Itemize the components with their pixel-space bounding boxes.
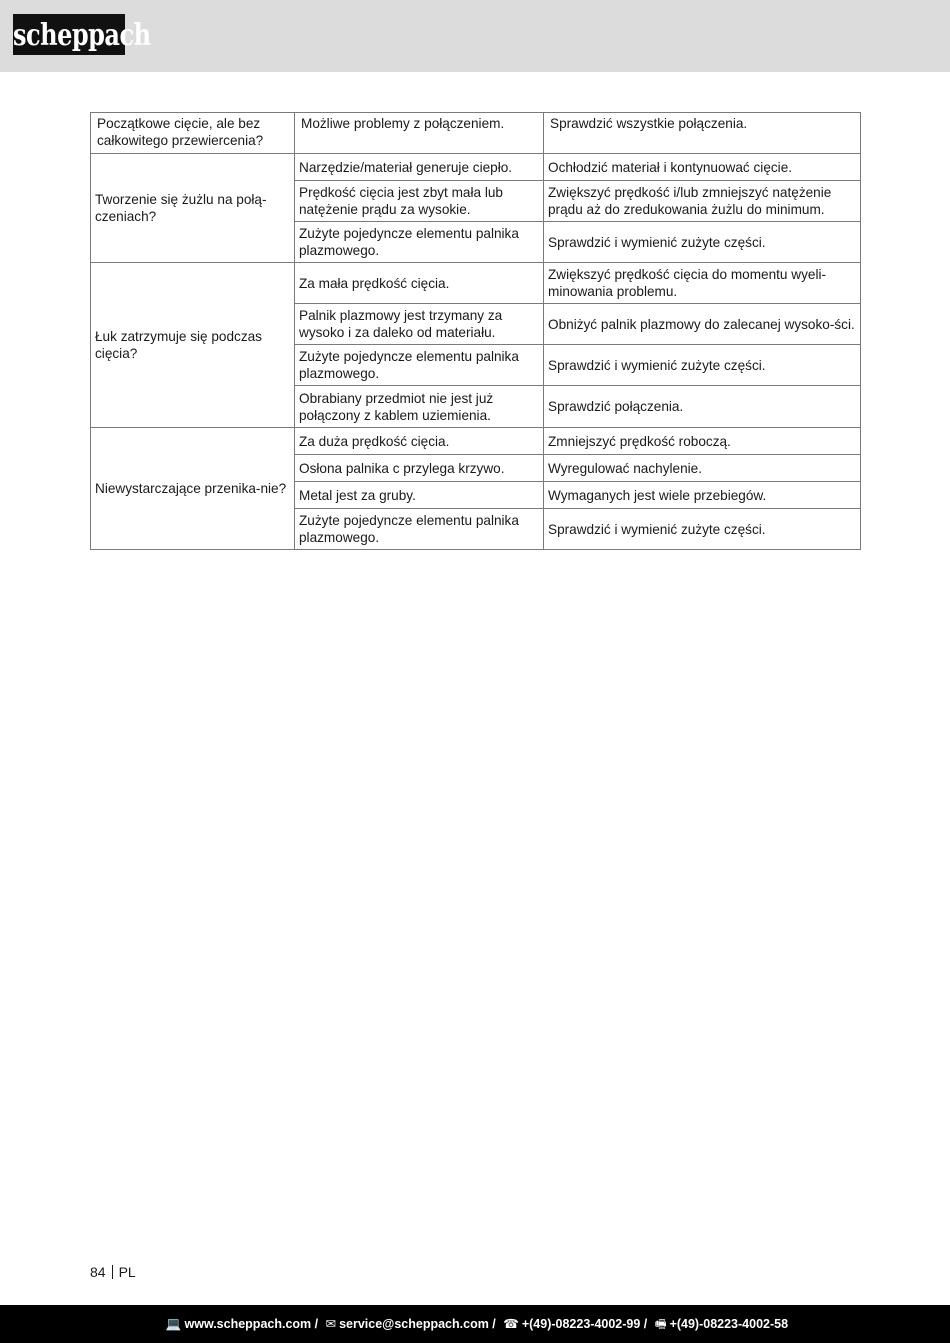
table-row	[91, 428, 861, 455]
footer-separator: /	[488, 1317, 500, 1331]
problem-cell: Początkowe cięcie, ale bez całkowitego przewiercenia?	[91, 113, 295, 154]
fax-icon: 🖷	[654, 1317, 667, 1331]
page-number-divider	[112, 1265, 113, 1279]
cause-cell: Zużyte pojedyncze elementu palnika plazmowego.	[295, 509, 544, 550]
footer-separator: /	[640, 1317, 651, 1331]
telephone-icon: ☎	[503, 1317, 519, 1331]
footer-email[interactable]: service@scheppach.com	[339, 1317, 489, 1331]
solution-cell: Zwiększyć prędkość cięcia do momentu wyeli-minowania problemu.	[544, 263, 861, 304]
page-language: PL	[118, 1264, 136, 1280]
table-row	[91, 154, 861, 181]
footer-website[interactable]: www.scheppach.com	[184, 1317, 312, 1331]
cause-cell: Za duża prędkość cięcia.	[295, 428, 544, 455]
cause-cell: Metal jest za gruby.	[295, 482, 544, 509]
problem-cell: Niewystarczające przenika-nie?	[91, 428, 295, 550]
solution-cell: Zwiększyć prędkość i/lub zmniejszyć natężenie prądu aż do zredukowania żużlu do minimum.	[544, 181, 861, 222]
cause-cell: Zużyte pojedyncze elementu palnika plazmowego.	[295, 345, 544, 386]
solution-cell: Sprawdzić i wymienić zużyte części.	[544, 222, 861, 263]
envelope-icon: ✉	[325, 1317, 337, 1331]
problem-cell: Tworzenie się żużlu na połą-czeniach?	[91, 154, 295, 263]
page-number	[90, 1264, 136, 1280]
solution-cell: Sprawdzić wszystkie połączenia.	[544, 113, 861, 154]
cause-cell: Narzędzie/materiał generuje ciepło.	[295, 154, 544, 181]
cause-cell: Palnik plazmowy jest trzymany za wysoko i za daleko od materiału.	[295, 304, 544, 345]
solution-cell: Wymaganych jest wiele przebiegów.	[544, 482, 861, 509]
solution-cell: Ochłodzić materiał i kontynuować cięcie.	[544, 154, 861, 181]
solution-cell: Wyregulować nachylenie.	[544, 455, 861, 482]
solution-cell: Sprawdzić połączenia.	[544, 386, 861, 428]
solution-cell: Sprawdzić i wymienić zużyte części.	[544, 345, 861, 386]
footer-fax: +(49)-08223-4002-58	[669, 1317, 789, 1331]
page-header	[0, 0, 950, 72]
scheppach-logo: scheppach	[13, 14, 125, 55]
cause-cell: Zużyte pojedyncze elementu palnika plazmowego.	[295, 222, 544, 263]
cause-cell: Możliwe problemy z połączeniem.	[295, 113, 544, 154]
table-row	[91, 263, 861, 304]
page-number-value: 84	[90, 1264, 106, 1280]
table-row	[91, 113, 861, 154]
cause-cell: Obrabiany przedmiot nie jest już połączony z kablem uziemienia.	[295, 386, 544, 428]
computer-icon: 💻	[165, 1317, 182, 1331]
solution-cell: Sprawdzić i wymienić zużyte części.	[544, 509, 861, 550]
problem-cell: Łuk zatrzymuje się podczas cięcia?	[91, 263, 295, 428]
solution-cell: Obniżyć palnik plazmowy do zalecanej wysoko-ści.	[544, 304, 861, 345]
cause-cell: Prędkość cięcia jest zbyt mała lub natężenie prądu za wysokie.	[295, 181, 544, 222]
footer-separator: /	[311, 1317, 322, 1331]
page-footer	[0, 1305, 950, 1343]
cause-cell: Za mała prędkość cięcia.	[295, 263, 544, 304]
footer-phone: +(49)-08223-4002-99	[521, 1317, 641, 1331]
troubleshooting-table	[90, 112, 861, 550]
cause-cell: Osłona palnika c przylega krzywo.	[295, 455, 544, 482]
solution-cell: Zmniejszyć prędkość roboczą.	[544, 428, 861, 455]
